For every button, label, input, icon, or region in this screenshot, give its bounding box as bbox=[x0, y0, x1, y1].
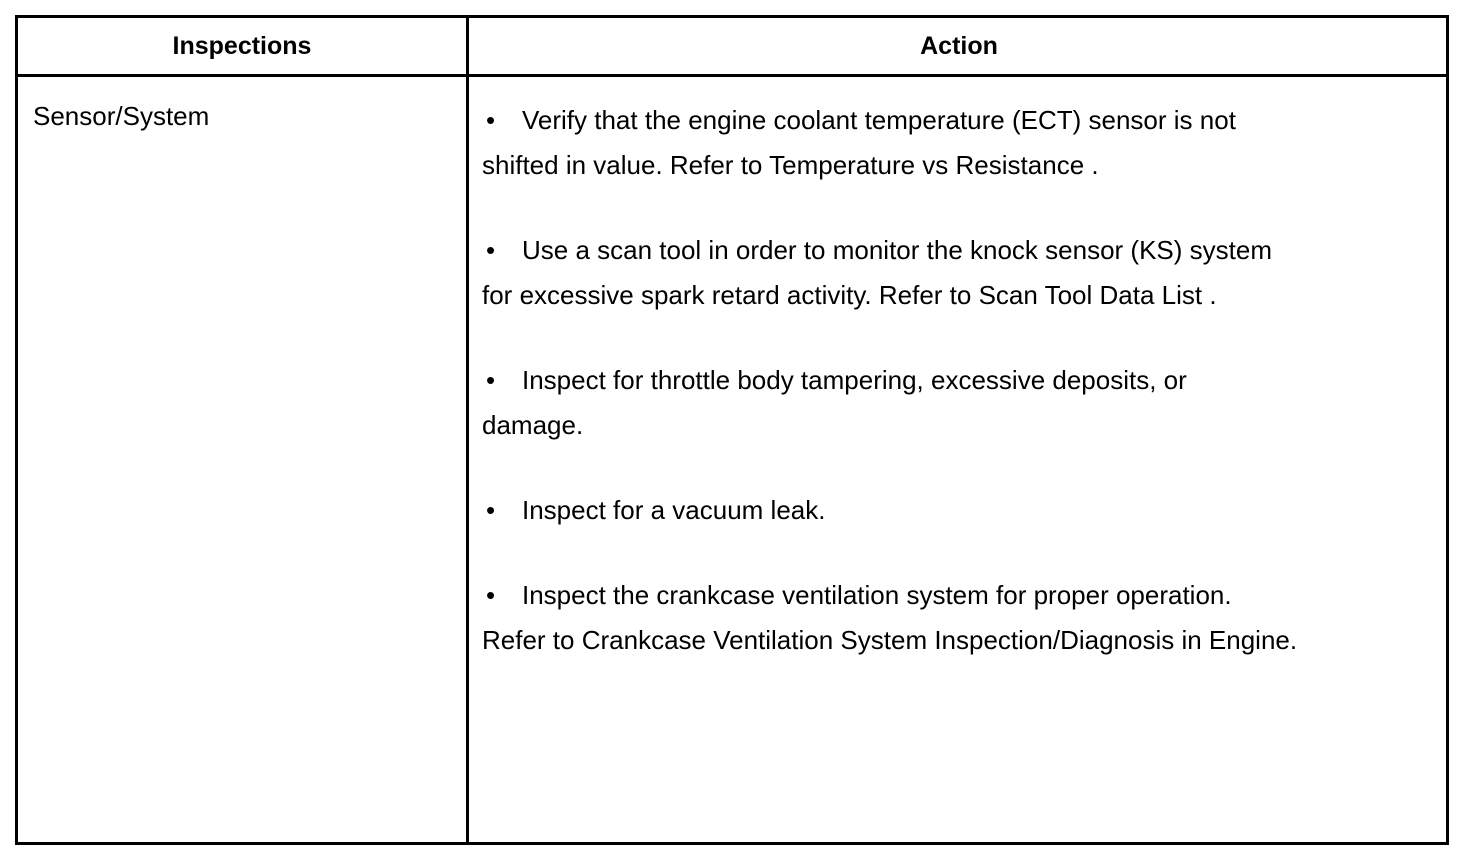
action-cell bbox=[482, 98, 1382, 703]
action-text: Inspect the crankcase ventilation system for proper operation. bbox=[522, 580, 1232, 610]
action-text: Inspect for a vacuum leak. bbox=[522, 495, 826, 525]
action-text-continued: Refer to Crankcase Ventilation System Inspection/Diagnosis in Engine. bbox=[482, 625, 1298, 655]
action-text: Verify that the engine coolant temperature (ECT) sensor is not bbox=[522, 105, 1236, 135]
action-text-continued: damage. bbox=[482, 410, 584, 440]
inspection-table bbox=[15, 15, 1449, 845]
action-text: Inspect for throttle body tampering, excessive deposits, or bbox=[522, 365, 1187, 395]
header-divider bbox=[18, 74, 1446, 77]
bullet-icon: • bbox=[486, 580, 496, 610]
bullet-icon: • bbox=[486, 365, 496, 395]
bullet-icon: • bbox=[486, 495, 496, 525]
action-item bbox=[482, 98, 1382, 188]
column-divider bbox=[466, 18, 469, 842]
action-item bbox=[482, 358, 1382, 448]
action-text: Use a scan tool in order to monitor the knock sensor (KS) system bbox=[522, 235, 1272, 265]
bullet-icon: • bbox=[486, 235, 496, 265]
action-item bbox=[482, 228, 1382, 318]
column-header-inspections: Inspections bbox=[172, 31, 312, 60]
bullet-icon: • bbox=[486, 105, 496, 135]
action-item bbox=[482, 573, 1382, 663]
inspection-cell: Sensor/System bbox=[33, 101, 210, 131]
column-header-action: Action bbox=[920, 31, 998, 60]
action-item bbox=[482, 488, 1382, 533]
action-text-continued: for excessive spark retard activity. Refer to Scan Tool Data List . bbox=[482, 280, 1217, 310]
action-text-continued: shifted in value. Refer to Temperature vs Resistance . bbox=[482, 150, 1099, 180]
